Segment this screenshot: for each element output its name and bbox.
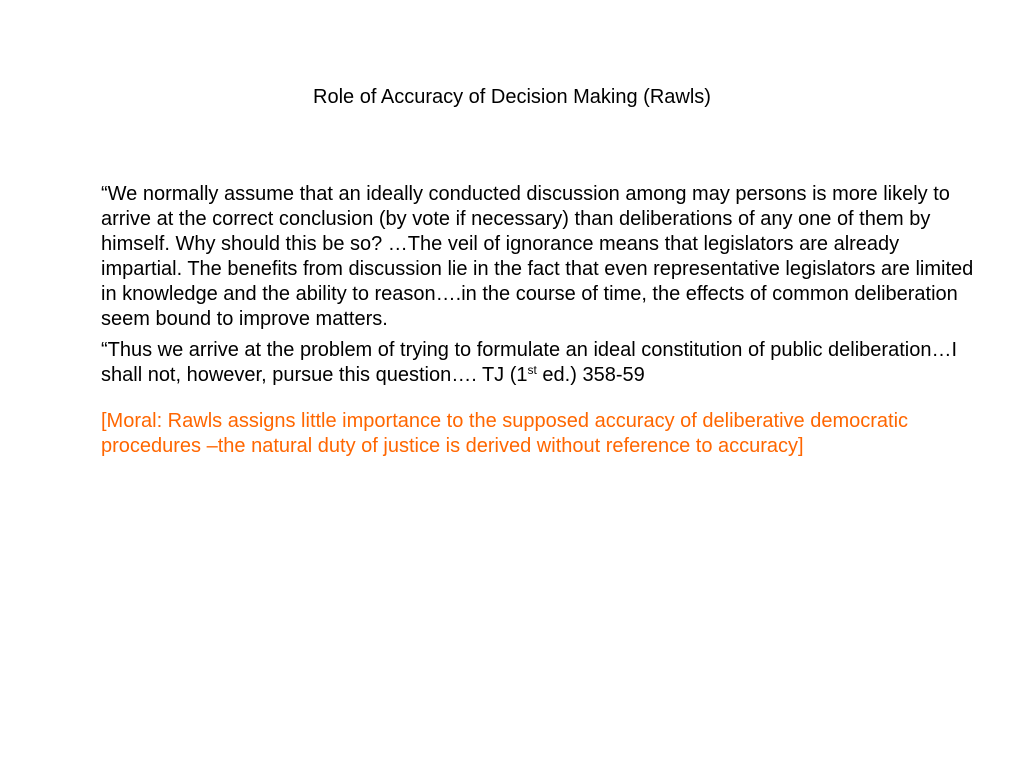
slide-title: Role of Accuracy of Decision Making (Rawls) bbox=[313, 86, 711, 108]
citation-suffix: ed.) 358-59 bbox=[536, 364, 645, 386]
quote-paragraph-1: “We normally assume that an ideally conducted discussion among may persons is more likely to arrive at the correct conclusion (by vote if necessary) than deliberations of any one of them by himself. Why should this be so? …The veil of ignorance means that legislators are already impartial. The benefits from discussion lie in the fact that even representative legislators are limited in knowledge and the ability to reason….in the course of time, the effects of common deliberation seem bound to improve matters. bbox=[101, 183, 974, 330]
quote-paragraph-2 bbox=[101, 338, 981, 388]
ordinal-superscript: st bbox=[527, 363, 537, 377]
slide-body bbox=[101, 182, 981, 459]
moral-paragraph: [Moral: Rawls assigns little importance to the supposed accuracy of deliberative democratic procedures –the natural duty of justice is derived without reference to accuracy] bbox=[101, 410, 909, 457]
quote-2-text: “Thus we arrive at the problem of trying to formulate an ideal constitution of public deliberation…I shall not, however, pursue this question…. TJ (1 bbox=[101, 339, 957, 386]
